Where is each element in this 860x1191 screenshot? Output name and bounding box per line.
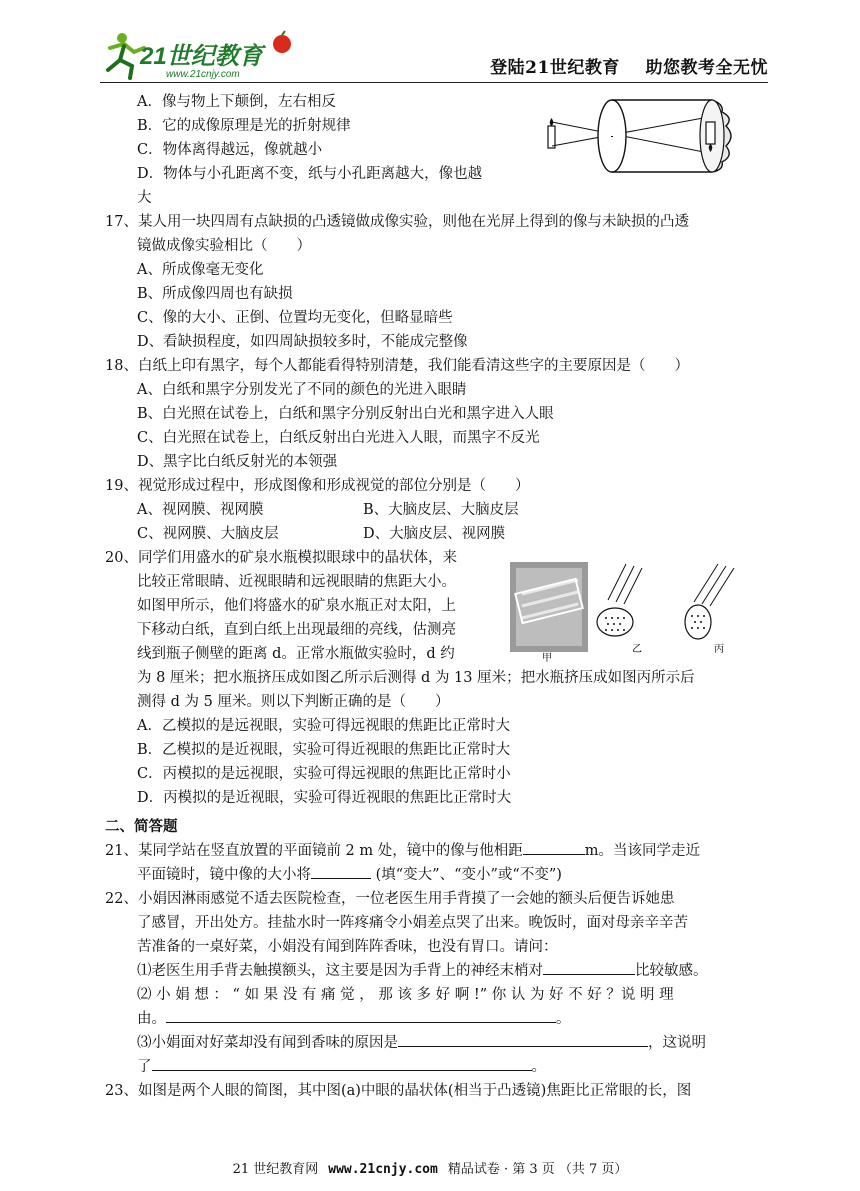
q22-sub3-text: ⑶小娟面对好菜却没有闻到香味的原因是 (137, 1035, 398, 1051)
section-title: 二、简答题 (105, 818, 178, 835)
bottle-lens-figure (508, 560, 760, 664)
svg-text:21世纪教育: 21世纪教育 (140, 43, 263, 70)
q22-blank-2[interactable] (166, 1008, 556, 1023)
footer-site-name: 21 世纪教育网 (232, 1162, 319, 1177)
q22-line3: 苦准备的一桌好菜，小娟没有闻到阵阵香味，也没有胃口。请问： (137, 939, 558, 955)
text-line: 18、白纸上印有黑字，每个人都能看得特别清楚，我们能看清这些字的主要原因是（ ） (105, 358, 689, 374)
q21-text-c: 平面镜时，镜中像的大小将 (137, 867, 311, 883)
q22-blank-3[interactable] (398, 1032, 648, 1047)
text-line: 比较正常眼睛、近视眼睛和远视眼睛的焦距大小。 (137, 574, 456, 590)
q22-sub3-end: 。 (531, 1059, 546, 1075)
q22-sub3-answer (137, 1055, 546, 1079)
q22-sub2-text: ⑵ 小 娟 想 ： “ 如 果 没 有 痛 觉 ， 那 该 多 好 啊 !” 你 认 为 好 不 好 ？说 明 理 (137, 987, 674, 1003)
text-line: B、所成像四周也有缺损 (137, 286, 293, 302)
q22-sub1-end: 比较敏感。 (635, 963, 708, 979)
text-line: C、视网膜、大脑皮层 (137, 526, 279, 542)
q22-sub3-le: 了 (137, 1059, 152, 1075)
q22-sub2-answer (137, 1007, 571, 1031)
svg-text:www.21cnjy.com: www.21cnjy.com (166, 69, 240, 80)
text-line: C．物体离得越远，像就越小 (137, 142, 323, 158)
page-header (100, 30, 768, 83)
text-line: B．它的成像原理是光的折射规律 (137, 118, 351, 134)
text-line: B、大脑皮层、大脑皮层 (363, 502, 519, 518)
q21-text-a: 21、某同学站在竖直放置的平面镜前 2 m 处，镜中的像与他相距 (105, 843, 523, 859)
header-slogan: 登陆21世纪教育 助您教考全无忧 (490, 58, 768, 78)
text-line: D、大脑皮层、视网膜 (363, 526, 506, 542)
q21-line1 (105, 839, 700, 863)
text-line: 线到瓶子侧壁的距离 d。正常水瓶做实验时，d 约 (137, 646, 455, 662)
text-line: 为 8 厘米；把水瓶挤压成如图乙所示后测得 d 为 13 厘米；把水瓶挤压成如图丙所示后 (137, 670, 695, 686)
text-line: B．乙模拟的是近视眼，实验可得近视眼的焦距比正常时大 (137, 742, 511, 758)
q22-line1: 22、小娟因淋雨感觉不适去医院检查，一位老医生用手背摸了一会她的额头后便告诉她患 (105, 891, 675, 907)
q21-blank-1[interactable] (523, 840, 585, 855)
text-line: D．物体与小孔距离不变，纸与小孔距离越大，像也越 (137, 166, 483, 182)
label-bing: 丙 (714, 644, 724, 655)
text-line: A、白纸和黑字分别发光了不同的颜色的光进入眼睛 (137, 382, 467, 398)
text-line: C、白光照在试卷上，白纸反射出白光进入人眼，而黑字不反光 (137, 430, 540, 446)
q22-sub3 (137, 1031, 706, 1055)
text-line: 镜做成像实验相比（ ） (137, 238, 311, 254)
text-line: A、所成像毫无变化 (137, 262, 264, 278)
q22-sub3-mid: ，这说明 (648, 1035, 706, 1051)
q21-text-d: (填“变大”、“变小”或“不变”) (375, 867, 562, 883)
label-jia: 甲 (542, 653, 552, 664)
text-line: 19、视觉形成过程中，形成图像和形成视觉的部位分别是（ ） (105, 478, 530, 494)
footer-url[interactable]: www.21cnjy.com (328, 1162, 438, 1177)
q22-blank-1[interactable] (543, 960, 635, 975)
q21-blank-2[interactable] (311, 864, 371, 879)
text-line: A．乙模拟的是远视眼，实验可得远视眼的焦距比正常时大 (137, 718, 510, 734)
label-yi: 乙 (632, 644, 642, 655)
pinhole-camera-figure (542, 92, 747, 182)
text-line: D、黑字比白纸反射光的本领强 (137, 454, 338, 470)
logo-21cnjy (100, 30, 310, 82)
q22-sub2 (137, 983, 767, 1007)
text-line: A、视网膜、视网膜 (137, 502, 264, 518)
q22-line2: 了感冒，开出处方。挂盐水时一阵疼痛令小娟差点哭了出来。晚饭时，面对母亲辛辛苦 (137, 915, 688, 931)
text-line: 17、某人用一块四周有点缺损的凸透镜做成像实验，则他在光屏上得到的像与未缺损的凸透 (105, 214, 689, 230)
text-line: D、看缺损程度，如四周缺损较多时，不能成完整像 (137, 334, 468, 350)
text-line: 如图甲所示，他们将盛水的矿泉水瓶正对太阳，上 (137, 598, 456, 614)
text-line: C．丙模拟的是远视眼，实验可得远视眼的焦距比正常时小 (137, 766, 511, 782)
q22-sub2-end: 。 (556, 1011, 571, 1027)
text-line: 测得 d 为 5 厘米。则以下判断正确的是（ ） (137, 694, 450, 710)
text-line: 20、同学们用盛水的矿泉水瓶模拟眼球中的晶状体，来 (105, 550, 457, 566)
text-line: B、白光照在试卷上，白纸和黑字分别反射出白光和黑字进入人眼 (137, 406, 554, 422)
q21-line2 (137, 863, 562, 887)
q21-text-b: m。当该同学走近 (584, 843, 701, 859)
text-line: 下移动白纸，直到白纸上出现最细的亮线，估测亮 (137, 622, 456, 638)
text-line: D．丙模拟的是近视眼，实验可得近视眼的焦距比正常时大 (137, 790, 512, 806)
q22-blank-4[interactable] (152, 1056, 532, 1071)
page-footer (0, 1158, 860, 1177)
q23-line1: 23、如图是两个人眼的简图，其中图(a)中眼的晶状体(相当于凸透镜)焦距比正常眼的长，图 (105, 1083, 692, 1099)
text-line: 大 (137, 190, 152, 206)
text-line: A．像与物上下颠倒，左右相反 (137, 94, 336, 110)
footer-page-info: 精品试卷 · 第 3 页 （共 7 页） (447, 1162, 628, 1177)
q22-sub2-reason: 由。 (137, 1011, 166, 1027)
q22-sub1-text: ⑴老医生用手背去触摸额头，这主要是因为手背上的神经末梢对 (137, 963, 543, 979)
q22-sub1 (137, 959, 708, 983)
text-line: C、像的大小、正倒、位置均无变化，但略显暗些 (137, 310, 453, 326)
